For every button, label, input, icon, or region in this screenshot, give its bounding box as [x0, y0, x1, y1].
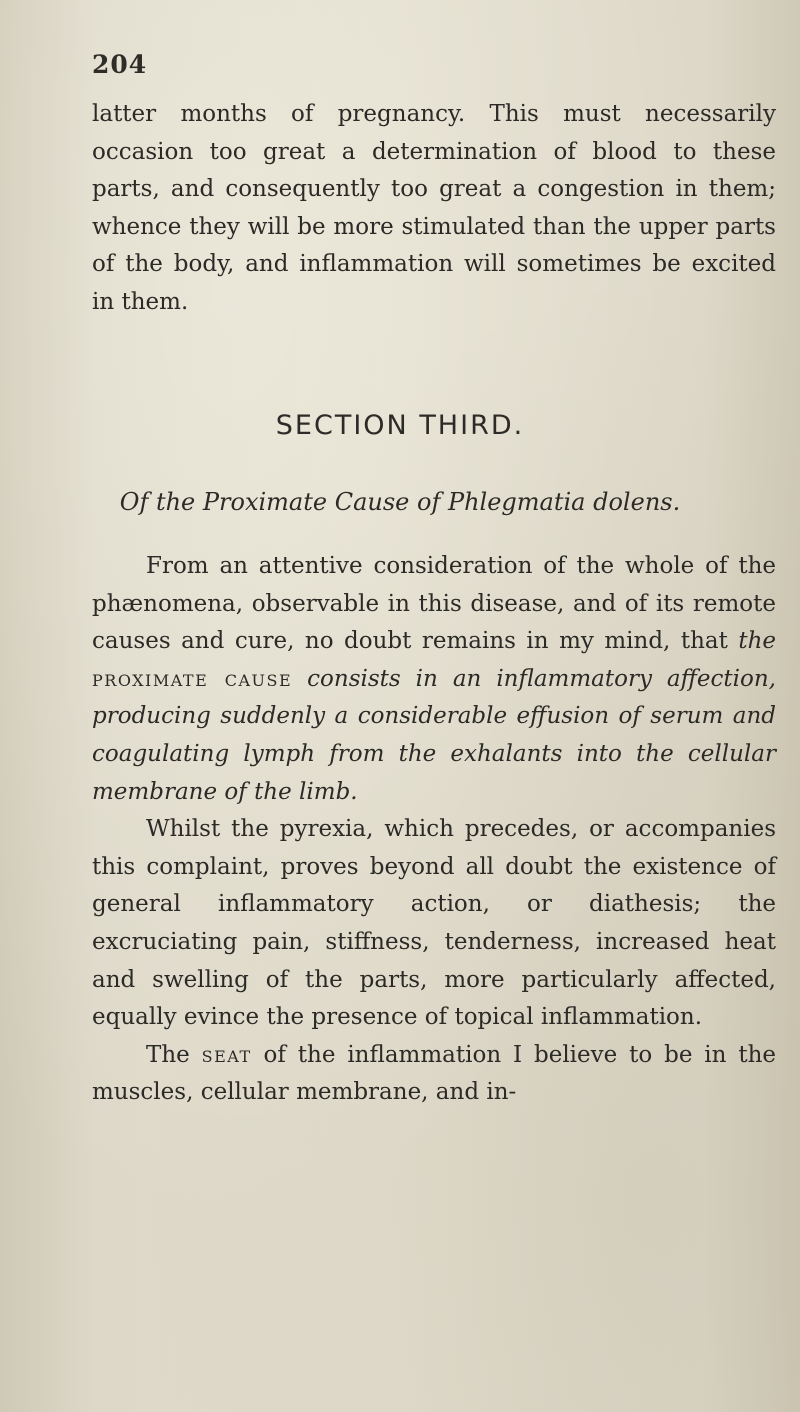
opening-text	[92, 96, 776, 322]
paragraph-lead: From an attentive consideration of the whole of the phænomena, observable in this disease, and of its remote causes and cure, no doubt remains in my mind, that	[92, 553, 776, 655]
paragraph-pregnancy: latter months of pregnancy. This must necessarily occasion too great a determination of blood to these parts, and consequently too great a congestion in them; whence they will be more stimulated than the upper parts of the body, and inflammation will sometimes be excited in them.	[92, 101, 776, 315]
page-number: 204	[92, 50, 148, 79]
seat-lead: The	[146, 1041, 190, 1068]
term-seat: seat	[201, 1041, 252, 1068]
section-body	[92, 548, 776, 1112]
paragraph-seat	[92, 1037, 776, 1112]
proximate-cause-definition: consists in an inflammatory affection, producing suddenly a considerable effusion of serum and coagulating lymph from the exhalants into the cellular membrane of the limb.	[92, 665, 776, 805]
seat-rest: of the inflammation I believe to be in the muscles, cellular membrane, and in-	[92, 1041, 777, 1106]
paragraph-proximate-cause	[92, 548, 776, 811]
paragraph-pyrexia: Whilst the pyrexia, which precedes, or accompanies this complaint, proves beyond all doubt the existence of general inflammatory action, or diathesis; the excruciating pain, stiffness, tenderness, increased heat and swelling of the parts, more particularly affected, equally evince the presence of topical inflammation.	[92, 816, 776, 1031]
article-the: the	[738, 628, 777, 655]
section-subtitle: Of the Proximate Cause of Phlegmatia dolens.	[119, 488, 681, 516]
term-proximate-cause: proximate cause	[92, 665, 293, 692]
section-title: SECTION THIRD.	[275, 410, 525, 441]
